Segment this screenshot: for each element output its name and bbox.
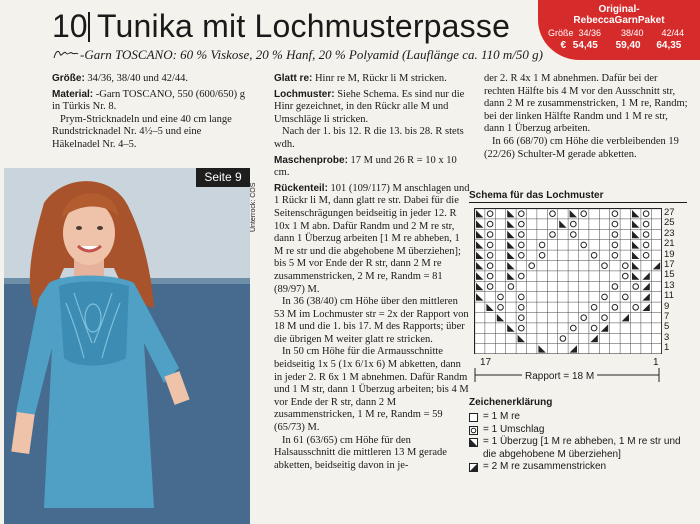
rapport-label: Rapport = 18 M — [522, 371, 597, 382]
maschenprobe-text: 17 M und 26 R = 10 x 10 cm. — [274, 154, 457, 179]
column-materials — [52, 73, 248, 152]
instruction-paragraph: In 66 (68/70) cm Höhe die verbleibenden 19 (22/26) Schulter-M gerade abketten. — [484, 135, 679, 160]
instruction-paragraph: In 61 (63/65) cm Höhe für den Halsausschnitt die mittleren 13 M gerade abketten, beidseitig davon in je- — [274, 434, 447, 471]
row-label: 9 — [664, 300, 670, 312]
badge-size: 34/36 — [578, 28, 602, 38]
badge-title-line1: Original- — [598, 4, 640, 15]
k2tog-icon — [469, 463, 478, 472]
yarn-brand: -Garn TOSCANO: — [80, 47, 177, 62]
rueckenteil-label: Rückenteil: — [274, 182, 328, 194]
legend — [469, 411, 684, 474]
row-label: 25 — [664, 217, 675, 229]
lochmuster-text: Siehe Schema. Es sind nur die Hinr gezeichnet, in den Rückr alle M und Umschläge li stricken. — [274, 88, 465, 125]
yarn-info-line — [52, 47, 543, 63]
instruction-paragraph: der 2. R 4x 1 M abnehmen. Dafür bei der rechten Hälfte bis 4 M vor den Ausschnitt str, dann 2 M re zusammenstricken, 1 M re, Randm; bei der linken Hälfte Randm und 1 M re str, dann 1 Überzug arbeiten. — [484, 73, 688, 135]
instruction-paragraph: In 36 (38/40) cm Höhe über den mittleren 53 M im Lochmuster str = 2x der Rapport von 18 M und die 1. bis 17. M des Rapports; über die übrigen M weiter glatt re stricken. — [274, 296, 469, 345]
lochmuster-label: Lochmuster: — [274, 88, 335, 100]
stitch-label-right: 1 — [653, 357, 659, 368]
row-label: 13 — [664, 279, 675, 291]
yarn-composition: 60 % Viskose, 20 % Hanf, 20 % Polyamid (Lauflänge ca. 110 m/50 g) — [180, 47, 543, 62]
column-instructions — [274, 73, 470, 472]
material-label: Material: — [52, 88, 94, 100]
badge-title-line2: RebeccaGarnPaket — [573, 15, 665, 26]
badge-size: 38/40 — [621, 28, 644, 38]
legend-item: = 1 Überzug [1 M re abheben, 1 M re str und die abgehobene M überziehen] — [469, 436, 684, 461]
material-text-2: Prym-Stricknadeln und eine 40 cm lange Rundstricknadel Nr. 4½–5 und eine Häkelnadel Nr. 4–5. — [52, 113, 232, 150]
row-label: 19 — [664, 248, 675, 260]
lace-chart-grid — [474, 208, 662, 354]
size-text: 34/36, 38/40 und 42/44. — [87, 73, 189, 84]
rueckenteil-text: 101 (109/117) M anschlagen und 1 Rückr li M, dann glatt re str. Dabei für die Seitenschrägungen beidseitig in jeder 12. R 10x 1 M abn. Dafür Randm und 2 M re str, dann 1 Überzug arbeiten [1 M re abheben, 1 M re str und die abgehobene M überziehen]; bis 5 M vor Ende der R str, dann 2 M re zusammenstricken, 2 M re, Randm = 81 (89/97) M. — [274, 182, 470, 295]
skpo-icon — [469, 438, 478, 447]
photo-credit: Unterrock: COS — [250, 182, 257, 232]
legend-item: = 2 M re zusammenstricken — [469, 461, 684, 474]
row-label: 15 — [664, 269, 675, 281]
row-label: 17 — [664, 259, 675, 270]
schema-rule — [469, 202, 687, 203]
photo-illustration — [4, 168, 250, 524]
size-label: Größe: — [52, 73, 85, 84]
badge-price: 54,45 — [572, 40, 598, 51]
badge-price: 59,40 — [615, 40, 641, 51]
yarn-over-icon — [469, 426, 478, 435]
price-badge — [538, 0, 700, 60]
row-label: 7 — [664, 311, 670, 322]
column-continued — [484, 73, 690, 161]
row-label: 1 — [664, 342, 670, 354]
schema-title: Schema für das Lochmuster — [469, 190, 604, 201]
page-title: Tunika mit Lochmusterpasse — [97, 8, 511, 44]
glatt-text: Hinr re M, Rückr li M stricken. — [314, 73, 447, 84]
pattern-number: 10 — [52, 8, 88, 44]
row-label: 21 — [664, 238, 675, 250]
title-divider — [88, 12, 90, 42]
glatt-label: Glatt re: — [274, 73, 313, 84]
row-label: 5 — [664, 321, 670, 333]
lochmuster-text-2: Nach der 1. bis 12. R die 13. bis 28. R stets wdh. — [274, 126, 464, 150]
row-label: 3 — [664, 331, 670, 343]
instruction-paragraph: In 50 cm Höhe für die Armausschnitte beidseitig 1x 5 (1x 6/1x 6) M abketten, dann in jeder 2. R 6x 1 M abnehmen. Dafür Randm und 1 M str, dann 1 Überzug arbeiten; bis 4 M vor Ende der R str, dann 2 M zusammenstricken, 1 M re, Randm = 59 (65/73) M. — [274, 346, 469, 434]
page-reference-tag: Seite 9 — [196, 168, 250, 187]
maschenprobe-label: Maschenprobe: — [274, 154, 348, 166]
legend-item: = 1 Umschlag — [469, 424, 684, 437]
material-text: -Garn TOSCANO, 550 (600/650) g in Türkis Nr. 8. — [52, 88, 245, 113]
model-photo — [4, 168, 250, 524]
badge-currency: € — [560, 40, 566, 51]
rebecca-logo-icon — [52, 48, 80, 60]
badge-sizes-row — [548, 28, 684, 38]
row-label: 27 — [664, 207, 675, 218]
badge-prices-row — [548, 40, 681, 51]
badge-price: 64,35 — [656, 40, 682, 51]
badge-size-label: Größe — [548, 28, 574, 38]
stitch-label-left: 17 — [480, 357, 492, 368]
legend-item: = 1 M re — [469, 411, 684, 424]
row-label: 23 — [664, 227, 675, 239]
knit-stitch-icon — [469, 413, 478, 422]
legend-title: Zeichenerklärung — [469, 397, 553, 408]
badge-size: 42/44 — [661, 28, 685, 38]
row-label: 11 — [664, 290, 674, 302]
